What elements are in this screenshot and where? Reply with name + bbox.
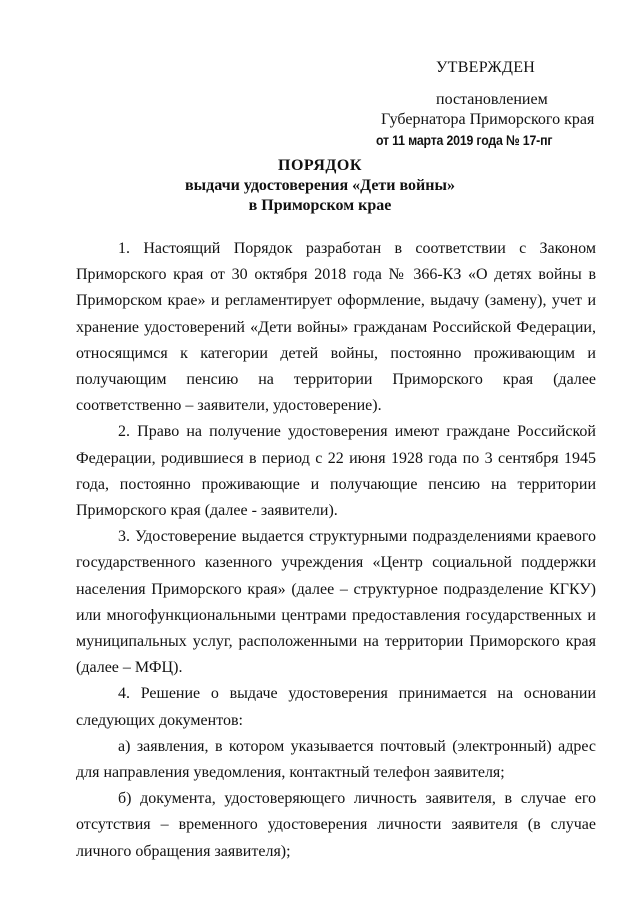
- paragraph-4: 4. Решение о выдаче удостоверения принимается на основании следующих документов:: [76, 685, 596, 729]
- paragraph-2: 2. Право на получение удостоверения имеют граждане Российской Федерации, родившиеся в период с 22 июня 1928 года по 3 сентября 1945 года, постоянно проживающие и получающие пенсию на территории Приморского края (далее - заявители).: [76, 423, 596, 520]
- paragraph-4b: б) документа, удостоверяющего личность заявителя, в случае его отсутствия – временного удостоверения личности заявителя (в случае личного обращения заявителя);: [76, 790, 596, 860]
- approval-stamp: [376, 58, 596, 150]
- approval-line-1: постановлением: [436, 91, 548, 108]
- document-heading: [0, 156, 640, 216]
- paragraph-3: 3. Удостоверение выдается структурными подразделениями краевого государственного казенного учреждения «Центр социальной поддержки населения Приморского края» (далее – структурное подразделение КГКУ) или многофункциональными центрами предоставления государственных и муниципальных услуг, расположенными на территории Приморского края (далее – МФЦ).: [76, 528, 596, 677]
- paragraph-1: 1. Настоящий Порядок разработан в соответствии с Законом Приморского края от 30 октября 2018 года № 366-КЗ «О детях войны в Приморском крае» и регламентирует оформление, выдачу (замену), учет и хранение удостоверений «Дети войны» гражданам Российской Федерации, относящимся к категории детей войны, постоянно проживающим и получающим пенсию на территории Приморского края (далее соответственно – заявители, удостоверение).: [76, 240, 596, 415]
- paragraph-4a: а) заявления, в котором указывается почтовый (электронный) адрес для направления уведомления, контактный телефон заявителя;: [76, 737, 596, 782]
- document-subtitle-2: в Приморском крае: [248, 197, 392, 214]
- document-subtitle-1: выдачи удостоверения «Дети войны»: [185, 177, 455, 194]
- approval-line-2: Губернатора Приморского края: [381, 111, 595, 128]
- approval-title: УТВЕРЖДЕН: [436, 59, 536, 76]
- approval-decree: от 11 марта 2019 года № 17-пг: [376, 132, 553, 148]
- document-title: ПОРЯДОК: [278, 157, 362, 174]
- document-body: [76, 236, 596, 865]
